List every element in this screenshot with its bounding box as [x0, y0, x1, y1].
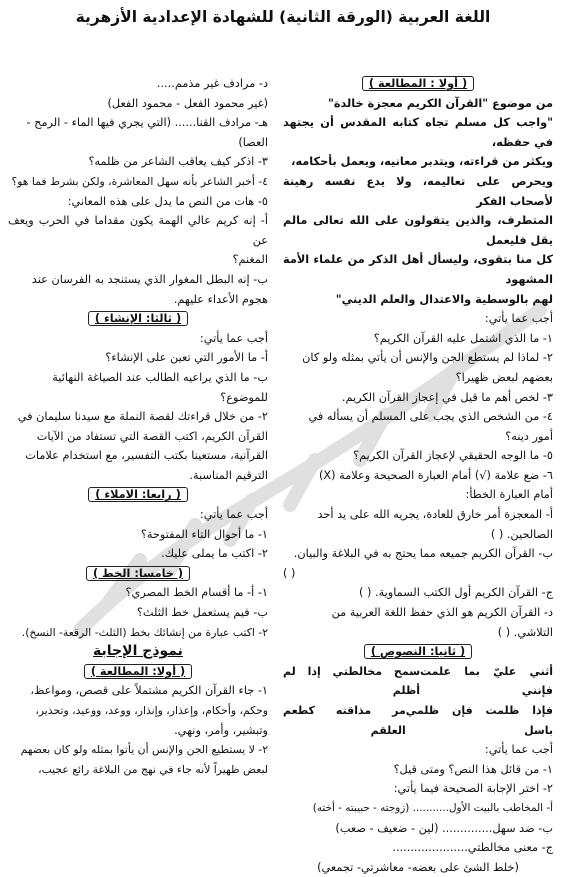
text-line: ٥- ما الوجه الحقيقي لإعجاز القرآن الكريم؟ [353, 449, 553, 463]
text-line: ٣- اذكر كيف يعاقب الشاعر من ظلمه؟ [88, 155, 268, 169]
text-line: د- القرآن الكريم هو الذي حفظ اللغة العربية من [331, 606, 553, 620]
text-line: ٢- اكتب ما يملى عليك. [161, 547, 268, 561]
text-line: أ- المخاطب بالبيت الأول........... (زوجته - حبيبته - أخته) [312, 801, 553, 814]
text-line: ١- من قائل هذا النص؟ ومتى قيل؟ [393, 762, 553, 776]
text-line: ٥- هات من النص ما يدل على هذه المعاني: [67, 194, 268, 208]
right-column [283, 74, 553, 877]
text-line: ٣- لخص أهم ما قيل في إعجاز القرآن الكريم. [341, 390, 553, 404]
text-line: أجب عما يأتي: [199, 508, 268, 522]
text-line: ويحرص على تعاليمه، ولا يدع نفسه رهينة لأصحاب الفكر [283, 174, 553, 208]
answer-model-title: نموذج الإجابة [93, 643, 183, 660]
text-line: هجوم الأعداء عليهم. [173, 292, 268, 306]
poem-verse [283, 701, 553, 740]
text-line: الترقيم المناسبة. [189, 468, 268, 482]
text-line: ١- ما أحوال التاء المفتوحة؟ [140, 527, 268, 541]
verse-hemistich: سمح مخالطتي إذا لم أظلم [283, 664, 421, 698]
text-line: ١- ما الذي اشتمل عليه القرآن الكريم؟ [373, 331, 553, 345]
text-line: وحكم، وأحكام، وإعذار، وإنذار، ووعد، ووعيد، وتحذير، [35, 704, 268, 717]
text-line: ب- القرآن الكريم جميعه مما يحتج به في البلاغة والبيان. [293, 547, 553, 561]
text-line: القرآن الكريم، اكتب القصة التي تستفاد من الآيات [36, 429, 268, 443]
text-line: القرآنية، مستعينا بكتب التفسير، مع استخدام علامات [25, 449, 268, 463]
text-line: كل منا بتقوى، وليسأل أهل الذكر من علماء الأمة المشهود [283, 253, 553, 286]
section-calligraphy-header: ( خامسا: الخط ) [8, 564, 268, 584]
text-line: ويكثر من قراءته، ويتدبر معانيه، ويعمل بأحكامه، [291, 155, 553, 169]
answer-lines [8, 681, 268, 779]
text-line: التلاشي. ( ) [497, 625, 553, 639]
text-line: ب- ما الذي يراعيه الطالب عند الصياغة النهائية [52, 370, 268, 384]
calligraphy-questions [8, 583, 268, 642]
text-line: ٤- أخبر الشاعر بأنه سهل المعاشرة، ولكن بشرط فما هو؟ [11, 174, 268, 188]
section-reading-header: ( أولا : المطالعة ) [283, 74, 553, 94]
text-line: لبعض ظهيراً لأنه جاء في نهج من البلاغة رائع عجيب، [38, 762, 268, 776]
text-line: أ- إنه كريم عالي الهمة يكون مقداما في الحرب ويعف عن [8, 214, 268, 247]
text-line: المغنم؟ [232, 253, 268, 267]
text-line: المتطرف، والذين يتقولون على الله تعالى مالم يقل فليعمل [283, 214, 553, 247]
text-line: (خلط الشئ على بعضه- معاشرتي- تجمعي) [317, 860, 519, 874]
verse-hemistich: فإذا ظلمت فإن ظلمي باسل [405, 704, 553, 737]
text-line: الصالحين. ( ) [490, 527, 553, 541]
text-line: ١- أ- ما أقسام الخط المصري؟ [125, 586, 268, 600]
text-line: أجب عما يأتي: [484, 743, 553, 757]
text-line: ٤- من الشخص الذي يجب على المسلم أن يسأله في [308, 410, 553, 424]
text-line: من موضوع "القرآن الكريم معجزة خالدة" [327, 96, 553, 110]
text-line: (غير محمود الفعل - محمود الفعل) [107, 96, 268, 110]
text-line: أمام العبارة الخطأ: [465, 488, 553, 502]
poem-verse [283, 662, 553, 701]
text-line: ٢- اختر الإجابة الصحيحة فيما يأتي: [393, 782, 553, 796]
verse-hemistich: مر مذاقته كطعم العلقم [283, 704, 406, 737]
text-line: ج- معنى مخالطتي..................... [392, 841, 553, 855]
text-line: ٢- من خلال قراءتك لقصة النملة مع سيدنا سليمان في [17, 410, 268, 424]
text-line: أ- المعجزة أمر خارق للعادة، يجريه الله على يد أحد [317, 508, 553, 522]
text-line: "واجب كل مسلم تجاه كتابه المقدس أن يجتهد في حفظه، [283, 116, 553, 149]
page-title: اللغة العربية (الورقة الثانية) للشهادة الإعدادية الأزهرية [75, 8, 491, 26]
text-line: ب- فيم يستعمل خط الثلث؟ [136, 606, 268, 620]
reading-passage-and-questions [283, 94, 553, 643]
left-column [8, 74, 268, 779]
text-line: أ- ما الأمور التي تعين على الإنشاء؟ [105, 351, 268, 365]
texts-questions [283, 740, 553, 877]
section-texts-header: ( ثانيا: النصوص ) [283, 642, 553, 662]
text-line: ٢- اكتب عبارة من إنشائك بخط (الثلث- الرقعة- النسخ). [21, 625, 268, 639]
text-line: د- مرادف غير مذمم..... [156, 77, 268, 90]
section-dictation-header: ( رابعا: الاملاء ) [8, 485, 268, 505]
text-line: ب- إنه البطل المغوار الذي يستنجد به الفرسان عند [31, 272, 268, 286]
text-line: ج- القرآن الكريم أول الكتب السماوية. ( ) [359, 586, 553, 600]
text-line: أمور دينه؟ [505, 429, 553, 443]
text-line: ( ) [283, 566, 296, 580]
text-line: أجب عما يأتي: [199, 331, 268, 345]
text-line: العصا) [238, 135, 268, 149]
text-line: ٢- لا يستطيع الجن والإنس أن يأتوا بمثله ولو كان بعضهم [20, 743, 268, 757]
text-line: وتبشير، وأمر، ونهي. [174, 723, 268, 737]
text-line: أجب عما يأتي: [484, 312, 553, 326]
section-composition-header: ( ثالثا: الإنشاء ) [8, 309, 268, 329]
text-line: بعضهم لبعض ظهيرا؟ [455, 370, 553, 384]
text-line: ب- ضد سهل.............. (لين - ضعيف - صعب) [335, 821, 553, 835]
text-line: ١- جاء القرآن الكريم مشتملاً على قصص، ومواعظ، [30, 684, 268, 698]
texts-questions-continued [8, 74, 268, 309]
text-line: لهم بالوسطية والاعتدال والعلم الديني" [335, 292, 553, 306]
dictation-questions [8, 505, 268, 564]
composition-questions [8, 329, 268, 486]
text-line: ٦- ضع علامة (√) أمام العبارة الصحيحة وعلامة (X) [318, 468, 553, 482]
text-line: ٢- لماذا لم يستطع الجن والإنس أن يأتي بمثله ولو كان [302, 351, 553, 365]
verse-hemistich: أثني عليّ بما علمت فإنني [420, 664, 553, 698]
text-line: هـ- مرادف القنا...... (التي يجري فيها الماء - الرمح - [26, 116, 268, 130]
answer-reading-header: ( أولا: المطالعة ) [8, 662, 268, 682]
text-line: للموضوع؟ [220, 390, 268, 404]
